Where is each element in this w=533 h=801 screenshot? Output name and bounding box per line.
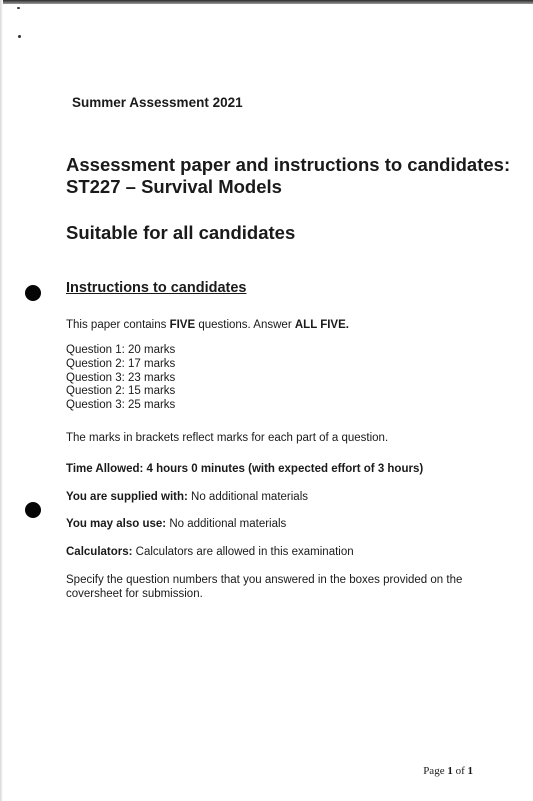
marks-note: The marks in brackets reflect marks for each part of a question.: [66, 432, 389, 444]
paper-title-line1: Assessment paper and instructions to candidates:: [66, 154, 511, 175]
list-item: Question 2: 15 marks: [66, 385, 176, 398]
calculators-rule: Calculators: Calculators are allowed in this examination: [66, 546, 354, 558]
scan-edge-left: [0, 0, 3, 801]
list-item: Question 3: 25 marks: [66, 399, 176, 412]
question-count: FIVE: [169, 319, 196, 331]
time-allowed: Time Allowed: 4 hours 0 minutes (with expected effort of 3 hours): [66, 463, 424, 475]
submission-line2: coversheet for submission.: [66, 588, 203, 600]
page-number: Page 1 of 1: [423, 765, 473, 777]
punch-hole-top: [25, 285, 41, 301]
list-item: Question 2: 17 marks: [66, 357, 176, 370]
instructions-heading: Instructions to candidates: [66, 280, 247, 296]
paper-subtitle: Suitable for all candidates: [66, 222, 296, 243]
submission-line1: Specify the question numbers that you answered in the boxes provided on the: [66, 574, 463, 586]
list-item: Question 1: 20 marks: [66, 344, 176, 356]
list-item: Question 3: 23 marks: [66, 371, 176, 384]
paper-title: [66, 154, 526, 198]
question-marks-list: [66, 344, 175, 413]
paper-title-line2: ST227 – Survival Models: [66, 176, 282, 197]
intro-text: This paper contains FIVE questions. Answer ALL FIVE.: [66, 319, 349, 331]
submission-instructions: [66, 573, 462, 601]
scan-edge-top: [0, 0, 533, 4]
permitted-materials: You may also use: No additional materials: [66, 518, 287, 530]
scan-speck: [17, 7, 20, 9]
answer-all: ALL FIVE.: [294, 319, 349, 331]
session-label: Summer Assessment 2021: [72, 95, 243, 110]
scan-speck: [18, 35, 21, 38]
punch-hole-bottom: [25, 502, 41, 518]
supplied-materials: You are supplied with: No additional materials: [66, 491, 308, 503]
